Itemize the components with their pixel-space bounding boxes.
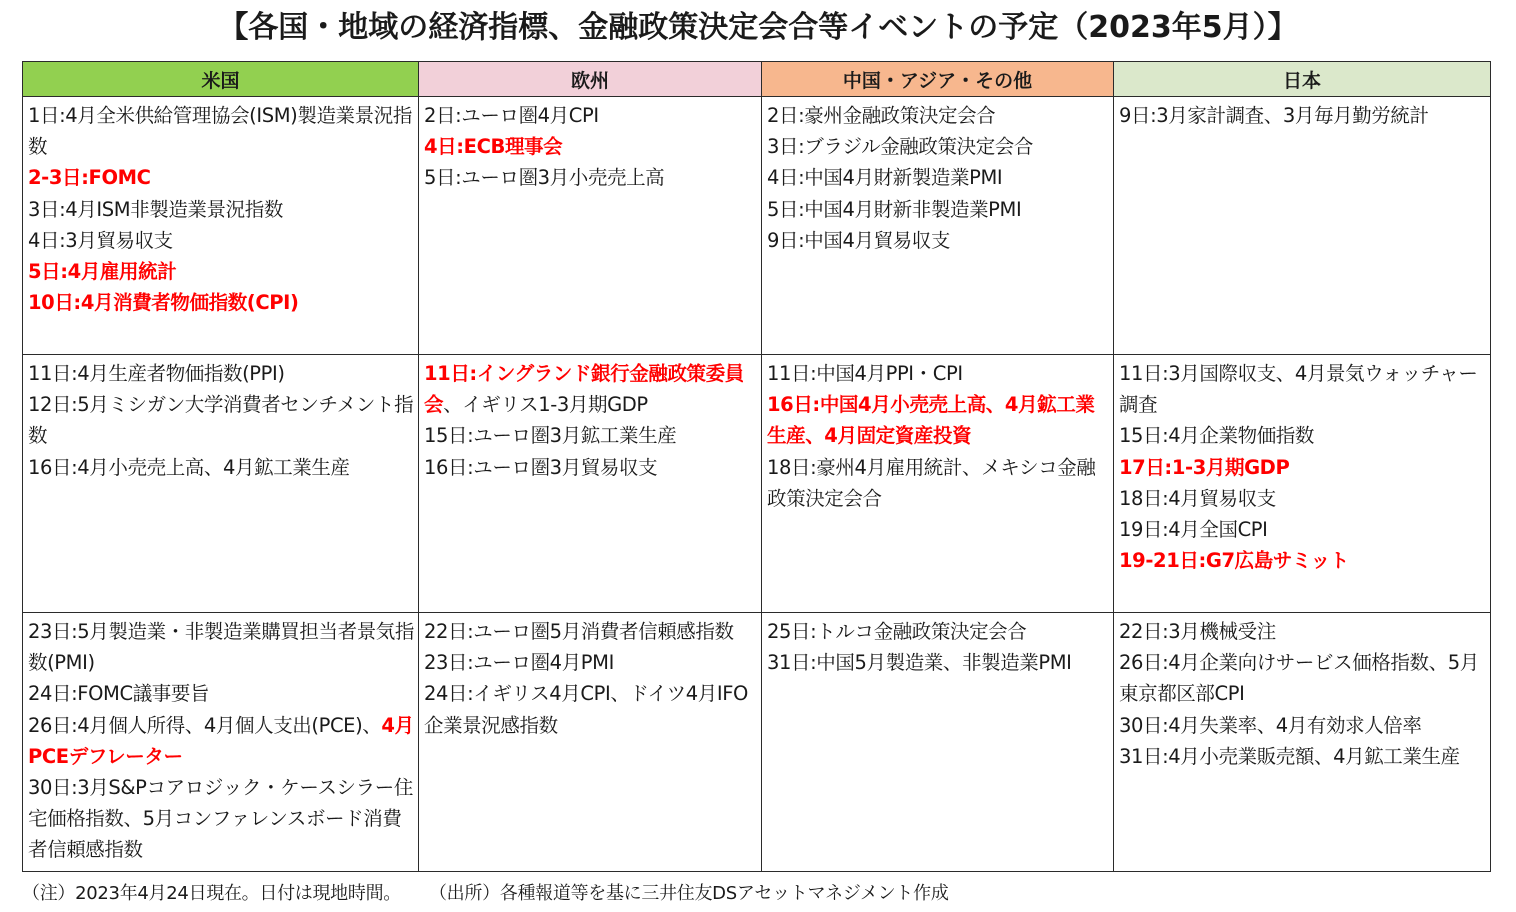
event-entry: 11日:中国4月PPI・CPI (767, 362, 963, 385)
cell-us-week1 (23, 97, 419, 355)
cell-europe-week3 (419, 613, 762, 872)
event-entry: 18日:豪州4月雇用統計、メキシコ金融政策決定会合 (767, 455, 1096, 510)
header-us: 米国 (23, 62, 419, 97)
event-entry: 3日:ブラジル金融政策決定会合 (767, 135, 1033, 159)
event-entry: 24日:イギリス4月CPI、ドイツ4月IFO企業景況感指数 (424, 682, 748, 737)
highlighted-event-text: 4月PCEデフレーター (28, 713, 414, 768)
highlighted-event-entry: 5日:4月雇用統計 (28, 260, 177, 284)
event-entry: 23日:5月製造業・非製造業購買担当者景気指数(PMI) (28, 620, 414, 675)
cell-asia-week2 (762, 355, 1114, 613)
highlighted-event-entry: 16日:中国4月小売売上高、4月鉱工業生産、4月固定資産投資 (767, 393, 1095, 448)
event-entry: 25日:トルコ金融政策決定会合 (767, 620, 1027, 643)
event-entry: 22日:3月機械受注 (1119, 620, 1276, 643)
cell-asia-week3 (762, 613, 1114, 872)
event-entry: 9日:中国4月貿易収支 (767, 228, 950, 252)
event-entry: 3日:4月ISM非製造業景況指数 (28, 197, 283, 221)
cell-us-week2 (23, 355, 419, 613)
event-entry: 19日:4月全国CPI (1119, 518, 1268, 542)
event-entry: 15日:ユーロ圏3月鉱工業生産 (424, 424, 677, 448)
event-entry: 9日:3月家計調査、3月毎月勤労統計 (1119, 104, 1429, 127)
header-japan: 日本 (1114, 62, 1491, 97)
event-entry: 4日:3月貿易収支 (28, 228, 173, 252)
event-entry: 1日:4月全米供給管理協会(ISM)製造業景況指数 (28, 104, 412, 159)
event-entry: 18日:4月貿易収支 (1119, 486, 1276, 510)
highlighted-event-entry: 10日:4月消費者物価指数(CPI) (28, 291, 299, 315)
cell-japan-week3 (1114, 613, 1491, 872)
event-entry: 23日:ユーロ圏4月PMI (424, 651, 614, 675)
highlighted-event-entry: 2-3日:FOMC (28, 166, 151, 190)
footnote-note: （注）2023年4月24日現在。日付は現地時間。 (22, 883, 401, 904)
event-entry: 4日:中国4月財新製造業PMI (767, 166, 1003, 190)
event-text: 、イギリス1-3月期GDP (443, 393, 648, 417)
cell-japan-week1 (1114, 97, 1491, 355)
event-entry: 11日:3月国際収支、4月景気ウォッチャー調査 (1119, 362, 1478, 417)
event-entry: 30日:3月S&Pコアロジック・ケースシラー住宅価格指数、5月コンファレンスボード消費者信頼感指数 (28, 776, 413, 862)
event-entry: 30日:4月失業率、4月有効求人倍率 (1119, 713, 1422, 737)
event-entry: 5日:ユーロ圏3月小売売上高 (424, 166, 665, 190)
event-entry: 24日:FOMC議事要旨 (28, 682, 210, 706)
footnote-source: （出所）各種報道等を基に三井住友DSアセットマネジメント作成 (428, 883, 949, 904)
highlighted-event-entry: 19-21日:G7広島サミット (1119, 549, 1349, 573)
cell-japan-week2 (1114, 355, 1491, 613)
week-row-1 (23, 97, 1491, 355)
page-title: 【各国・地域の経済指標、金融政策決定会合等イベントの予定（2023年5月）】 (218, 10, 1298, 45)
event-entry: 16日:4月小売売上高、4月鉱工業生産 (28, 455, 350, 479)
highlighted-event-text: 11日:イングランド銀行金融政策委員会 (424, 362, 744, 417)
event-entry: 2日:豪州金融政策決定会合 (767, 104, 996, 127)
event-entry: 2日:ユーロ圏4月CPI (424, 104, 599, 127)
cell-europe-week1 (419, 97, 762, 355)
header-europe: 欧州 (419, 62, 762, 97)
header-row (23, 62, 1491, 97)
event-entry: 22日:ユーロ圏5月消費者信頼感指数 (424, 620, 734, 643)
highlighted-event-entry: 17日:1-3月期GDP (1119, 455, 1290, 479)
event-entry: 5日:中国4月財新非製造業PMI (767, 197, 1022, 221)
event-text: 26日:4月個人所得、4月個人支出(PCE)、 (28, 713, 382, 737)
event-entry: 26日:4月企業向けサービス価格指数、5月東京都区部CPI (1119, 651, 1479, 706)
event-schedule-table (22, 61, 1491, 872)
highlighted-event-entry: 4日:ECB理事会 (424, 135, 563, 159)
cell-us-week3 (23, 613, 419, 872)
event-entry (424, 358, 757, 420)
footnote (22, 880, 949, 908)
week-row-2 (23, 355, 1491, 613)
event-entry: 16日:ユーロ圏3月貿易収支 (424, 455, 658, 479)
cell-asia-week1 (762, 97, 1114, 355)
header-china-asia-other: 中国・アジア・その他 (762, 62, 1114, 97)
event-entry: 31日:中国5月製造業、非製造業PMI (767, 651, 1072, 675)
event-entry: 12日:5月ミシガン大学消費者センチメント指数 (28, 393, 414, 448)
event-entry: 31日:4月小売業販売額、4月鉱工業生産 (1119, 744, 1460, 768)
event-entry (28, 710, 414, 772)
event-entry: 11日:4月生産者物価指数(PPI) (28, 362, 285, 385)
week-row-3 (23, 613, 1491, 872)
cell-europe-week2 (419, 355, 762, 613)
event-entry: 15日:4月企業物価指数 (1119, 424, 1314, 448)
